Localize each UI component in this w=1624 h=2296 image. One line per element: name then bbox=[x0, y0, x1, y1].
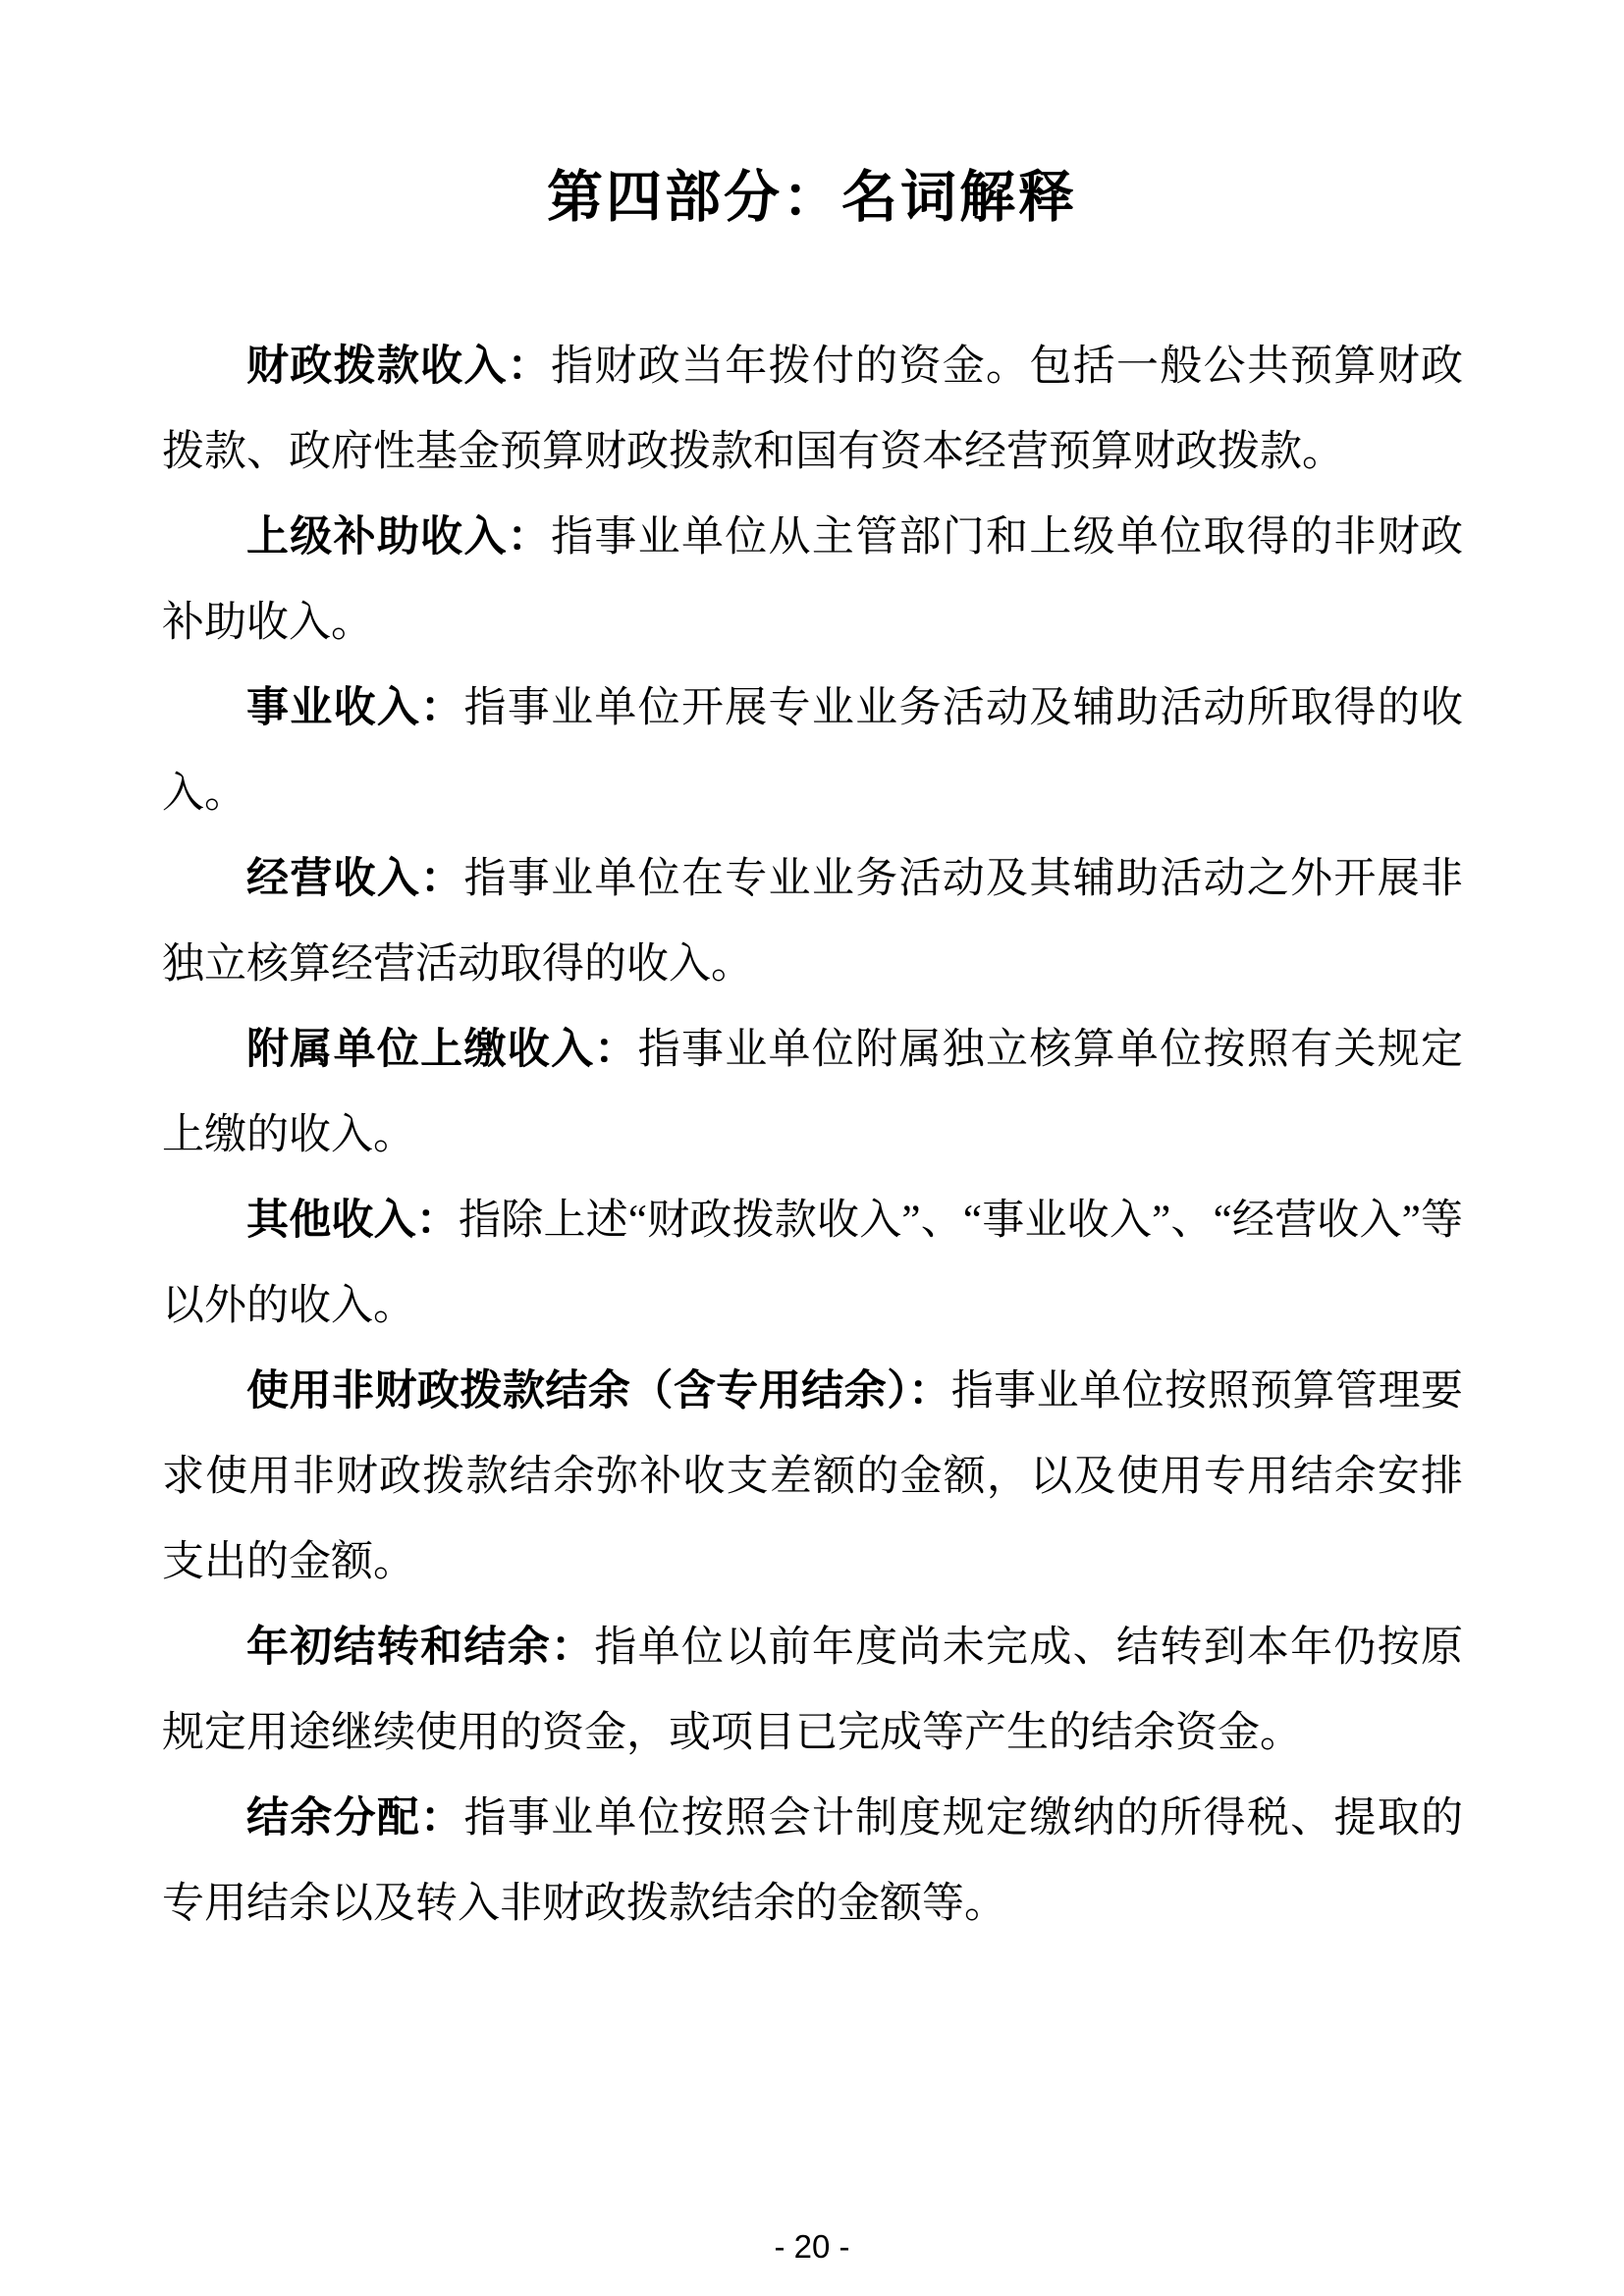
glossary-definition: 指事业单位按照预算管理要求使用非财政拨款结余弥补收支差额的金额，以及使用专用结余安排支出的金额。 bbox=[162, 1368, 1464, 1585]
glossary-entry bbox=[162, 1007, 1463, 1178]
glossary-body bbox=[0, 324, 1624, 1947]
glossary-entry bbox=[162, 495, 1463, 666]
glossary-entry bbox=[162, 1178, 1463, 1349]
page-title: 第四部分：名词解释 bbox=[547, 166, 1077, 229]
glossary-entry bbox=[162, 836, 1463, 1007]
glossary-entry bbox=[162, 666, 1463, 836]
glossary-definition: 指除上述“财政拨款收入”、“事业收入”、“经营收入”等以外的收入。 bbox=[162, 1198, 1463, 1329]
glossary-definition: 指财政当年拨付的资金。包括一般公共预算财政拨款、政府性基金预算财政拨款和国有资本经营预算财政拨款。 bbox=[162, 344, 1464, 475]
glossary-term: 结余分配： bbox=[246, 1794, 464, 1842]
glossary-entry bbox=[162, 1605, 1463, 1776]
glossary-definition: 指事业单位按照会计制度规定缴纳的所得税、提取的专用结余以及转入非财政拨款结余的金额等。 bbox=[162, 1795, 1464, 1927]
glossary-term: 上级补助收入： bbox=[246, 513, 552, 561]
glossary-definition: 指单位以前年度尚未完成、结转到本年仍按原规定用途继续使用的资金，或项目已完成等产生的结余资金。 bbox=[162, 1625, 1464, 1756]
glossary-term: 经营收入： bbox=[246, 855, 464, 902]
glossary-entry bbox=[162, 1776, 1463, 1947]
glossary-entry bbox=[162, 324, 1463, 495]
glossary-term: 附属单位上缴收入： bbox=[246, 1026, 638, 1073]
glossary-definition: 指事业单位开展专业业务活动及辅助活动所取得的收入。 bbox=[162, 685, 1464, 817]
page-number: - 20 - bbox=[774, 2228, 850, 2265]
glossary-term: 事业收入： bbox=[246, 684, 464, 731]
glossary-term: 使用非财政拨款结余（含专用结余）： bbox=[246, 1367, 951, 1415]
glossary-entry bbox=[162, 1349, 1463, 1605]
glossary-definition: 指事业单位附属独立核算单位按照有关规定上缴的收入。 bbox=[162, 1027, 1464, 1158]
glossary-definition: 指事业单位从主管部门和上级单位取得的非财政补助收入。 bbox=[162, 514, 1464, 646]
glossary-term: 其他收入： bbox=[246, 1197, 460, 1244]
glossary-definition: 指事业单位在专业业务活动及其辅助活动之外开展非独立核算经营活动取得的收入。 bbox=[162, 856, 1464, 988]
glossary-term: 财政拨款收入： bbox=[246, 343, 552, 390]
glossary-term: 年初结转和结余： bbox=[246, 1624, 595, 1671]
